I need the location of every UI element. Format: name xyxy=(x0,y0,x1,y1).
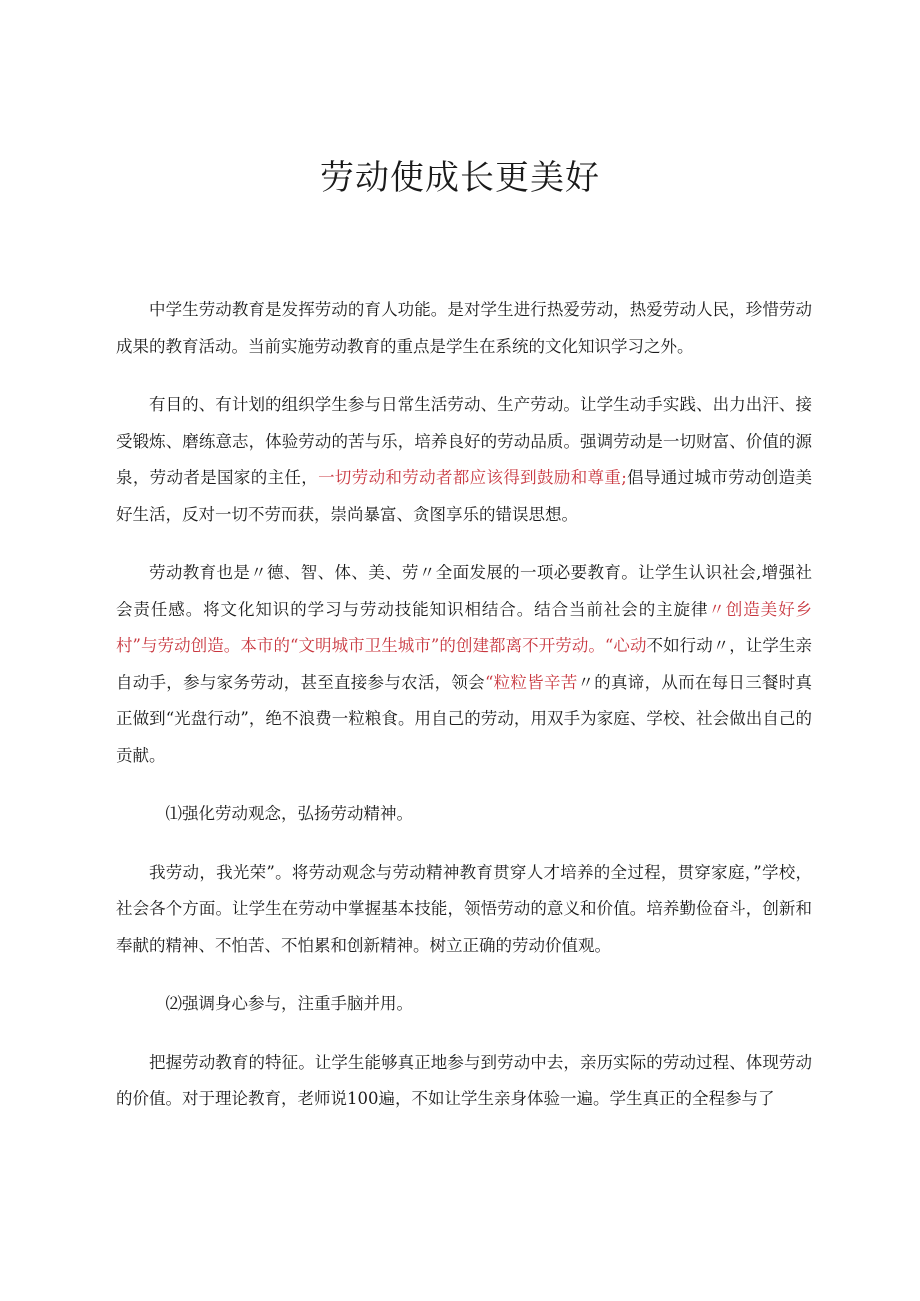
paragraph-labor-spirit xyxy=(116,855,812,965)
text-segment: 把握劳动教育的特征。让学生能够真正地参与到劳动中去，亲历实际的劳动过程、体现劳动的价值。对于理论教育，老师说100遍，不如让学生亲身体验一遍。学生真正的全程参与了 xyxy=(116,1052,812,1108)
document-title: 劳动使成长更美好 xyxy=(320,158,600,198)
highlighted-text: “粒粒皆辛苦 xyxy=(484,672,578,692)
paragraph-purpose xyxy=(116,387,812,533)
text-segment: 有目的、有计划的组织学生参与日常生活劳动、生产劳动。让学生动手实践、出力出汗、接受锻炼、磨练意志，体验劳动的苦与乐，培养良好的劳动品质。强调劳动是一切财富、价值的源泉，劳动者是国家的主任， xyxy=(116,395,812,487)
paragraph-comprehensive xyxy=(116,555,812,774)
heading-text: ⑴强化劳动观念，弘扬劳动精神。 xyxy=(165,804,413,823)
document-body xyxy=(116,292,812,1140)
section-heading-2 xyxy=(133,986,813,1023)
text-segment: 劳动教育也是〃德、智、体、美、劳〃全面发展的一项必要教育。让学生认识社会,增强社会责任感。将文化知识的学习与劳动技能知识相结合。结合当前社会的主旋律 xyxy=(116,563,812,619)
text-segment: 〃的真谛，从而在每日三餐时真正做到“光盘行动”，绝不浪费一粒粮食。用自己的劳动，用双手为家庭、学校、社会做出自己的贡献。 xyxy=(116,672,813,765)
text-segment: 中学生劳动教育是发挥劳动的育人功能。是对学生进行热爱劳动，热爱劳动人民，珍惜劳动成果的教育活动。当前实施劳动教育的重点是学生在系统的文化知识学习之外。 xyxy=(116,300,812,356)
text-segment: 倡导通过城市劳动创造美好生活，反对一切不劳而获，崇尚暴富、贪图享乐的错误思想。 xyxy=(116,468,813,524)
section-heading-1 xyxy=(133,796,813,833)
heading-text: ⑵强调身心参与，注重手脑并用。 xyxy=(165,994,413,1013)
paragraph-participation xyxy=(116,1045,812,1118)
text-segment: 不如行动〃，让学生亲自动手，参与家务劳动，甚至直接参与农活，领会 xyxy=(116,636,813,692)
text-segment: 我劳动，我光荣”。将劳动观念与劳动精神教育贯穿人才培养的全过程，贯穿家庭，”学校，社会各个方面。让学生在劳动中掌握基本技能，领悟劳动的意义和价值。培养勤俭奋斗，创新和奉献的精神、不怕苦、不怕累和创新精神。树立正确的劳动价值观。 xyxy=(116,862,812,955)
highlighted-text: 一切劳动和劳动者都应该得到鼓励和尊重; xyxy=(318,468,627,487)
highlighted-text: 〃创造美好乡村”与劳动创造。本市的“文明城市卫生城市”的创建都离不开劳动。“心动 xyxy=(116,599,813,655)
paragraph-intro xyxy=(116,292,812,365)
